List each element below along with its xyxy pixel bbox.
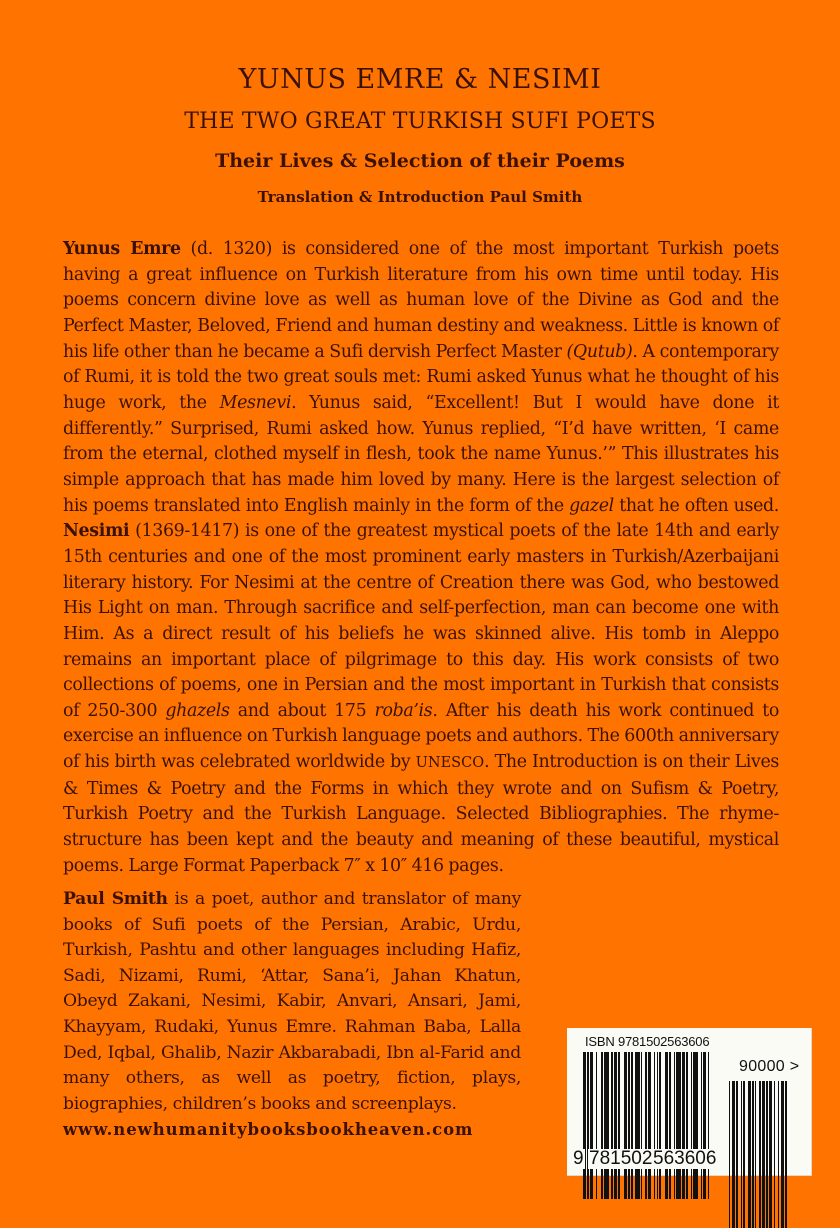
nesimi-name: Nesimi <box>63 521 130 542</box>
description-text: . Yunus said, “Excellent! But I would have done it differently.” Surprised, Rumi asked how. Yunus replied, “I’d have written, ‘I came from the eternal, clothed myself in flesh, took the name Yunus.’” This illustrates his simple approach that has made him loved by many. Here is the largest selection of his poems translated into English mainly in the form of the <box>63 392 779 516</box>
book-description <box>63 237 779 879</box>
ean-left-digits: 781502 <box>589 1148 653 1169</box>
description-text: that he often used. <box>613 495 779 516</box>
description-paragraph <box>63 237 779 879</box>
book-subtitle: THE TWO GREAT TURKISH SUFI POETS <box>184 109 656 134</box>
description-text: . After his death his work continued to exercise an influence on Turkish language poets and authors. The 600th anniversary of his birth was celebrated worldwide by <box>63 700 779 773</box>
addon-barcode-bars <box>729 1081 795 1228</box>
publisher-website-link[interactable]: www.newhumanitybooksbookheaven.com <box>63 1120 474 1140</box>
description-text: (1369-1417) is one of the greatest mystical poets of the late 14th and early 15th centuries and one of the most prominent early masters in Turkish/Azerbaijani literary history. For Nesimi at the centre of Creation there was God, who bestowed His Light on man. Through sacrifice and self-perfection, man can become one with Him. As a direct result of his beliefs he was skinned alive. His tomb in Aleppo remains an important place of pilgrimage to this day. His work consists of two collections of poems, one in Persian and the most important in Turkish that consists of 250-300 <box>63 521 779 721</box>
robais-term: roba’is <box>374 700 433 721</box>
unesco-text: UNESCO <box>415 755 485 772</box>
mesnevi-term: Mesnevi <box>219 392 292 413</box>
translator-credit: Translation & Introduction Paul Smith <box>257 188 583 206</box>
barcode-bar <box>787 1081 788 1228</box>
price-code: 90000 > <box>739 1058 800 1075</box>
yunus-emre-name: Yunus Emre <box>63 239 181 259</box>
book-title: YUNUS EMRE & NESIMI <box>238 64 602 95</box>
author-bio <box>63 887 521 1143</box>
qutub-term: (Qutub) <box>566 341 633 362</box>
book-tagline: Their Lives & Selection of their Poems <box>215 150 625 172</box>
description-text: (d. 1320) is considered one of the most important Turkish poets having a great influence on Turkish literature from his own time until today. His poems concern divine love as well as human love of the Divine as God and the Perfect Master, Beloved, Friend and human destiny and weakness. Little is known of his life other than he became a Sufi dervish Perfect Master <box>63 239 780 362</box>
ean-right-digits: 563606 <box>653 1148 717 1169</box>
isbn-barcode <box>567 1028 812 1176</box>
description-text: . A contemporary of Rumi, it is told the two great souls met: Rumi asked Yunus what he thought of his huge work, the <box>63 341 779 413</box>
barcode-bar <box>708 1052 709 1199</box>
ean-first-digit: 9 <box>573 1148 584 1169</box>
author-paragraph <box>63 887 521 1117</box>
author-bio-text: is a poet, author and translator of many books of Sufi poets of the Persian, Arabic, Urdu, Turkish, Pashtu and other languages including Hafiz, Sadi, Nizami, Rumi, ‘Attar, Sana’i, Jahan Khatun, Obeyd Zakani, Nesimi, Kabir, Anvari, Ansari, Jami, Khayyam, Rudaki, Yunus Emre. Rahman Baba, Lalla Ded, Iqbal, Ghalib, Nazir Akbarabadi, Ibn al-Farid and many others, as well as poetry, fiction, plays, biographies, children’s books and screenplays. <box>63 889 521 1114</box>
description-text: . The Introduction is on their Lives & Times & Poetry and the Forms in which they wrote and on Sufism & Poetry, Turkish Poetry and the Turkish Language. Selected Bibliographies. The rhyme-structure has been kept and the beauty and meaning of these beautiful, mystical poems. Large Format Paperback 7″ x 10″ 416 pages. <box>63 752 779 876</box>
ghazels-term: ghazels <box>165 700 230 721</box>
gazel-term: gazel <box>569 495 614 516</box>
cover-titles <box>0 58 840 214</box>
ean13-barcode-bars <box>583 1052 709 1199</box>
author-name: Paul Smith <box>63 889 168 909</box>
description-text: and about 175 <box>229 700 375 721</box>
isbn-label: ISBN 9781502563606 <box>585 1034 710 1049</box>
